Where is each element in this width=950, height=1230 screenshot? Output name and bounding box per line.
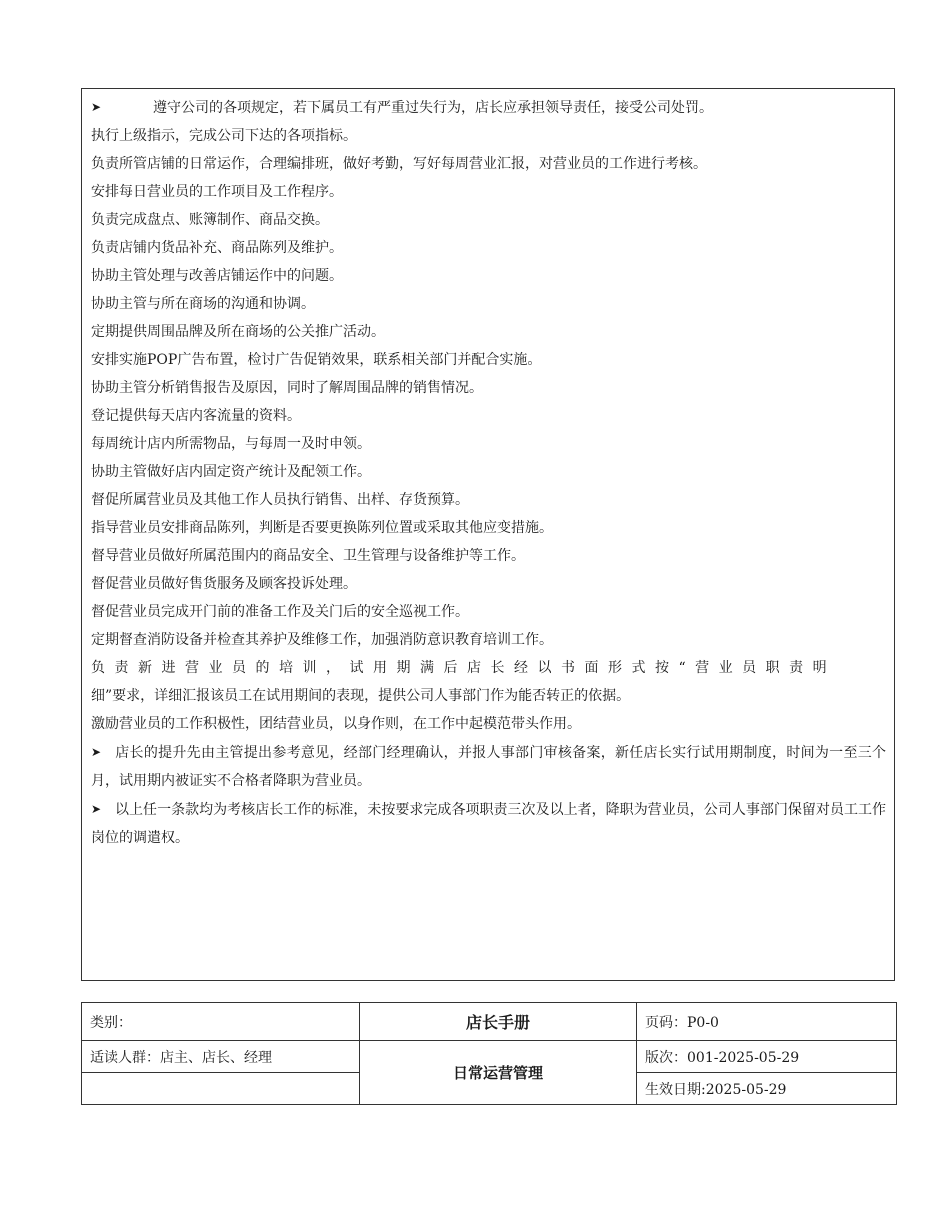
paragraph-14: 协助主管做好店内固定资产统计及配领工作。 xyxy=(91,464,371,480)
content-body xyxy=(82,89,894,852)
paragraph-23 xyxy=(91,738,886,795)
paragraph-text: 店长的提升先由主管提出参考意见，经部门经理确认，并报人事部门审核备案，新任店长实行试用期制度，时间为一至三个月，试用期内被证实不合格者降职为营业员。 xyxy=(91,745,886,789)
paragraph-9: 定期提供周围品牌及所在商场的公关推广活动。 xyxy=(91,324,385,340)
arrow-bullet-icon: ➤ xyxy=(91,745,102,759)
audience-cell: 适读人群：店主、店长、经理 xyxy=(82,1041,360,1073)
category-cell: 类别： xyxy=(82,1003,360,1041)
paragraph-13: 每周统计店内所需物品，与每周一及时申领。 xyxy=(91,436,371,452)
arrow-bullet-icon: ➤ xyxy=(91,100,102,114)
paragraph-6: 负责店铺内货品补充、商品陈列及维护。 xyxy=(91,240,343,256)
page-code: 页码：P0-0 xyxy=(637,1003,897,1041)
paragraph-3: 负责所管店铺的日常运作，合理编排班，做好考勤，写好每周营业汇报，对营业员的工作进行考核。 xyxy=(91,156,707,172)
section-title: 日常运营管理 xyxy=(360,1041,637,1105)
paragraph-5: 负责完成盘点、账簿制作、商品交换。 xyxy=(91,212,329,228)
paragraph-19: 督促营业员完成开门前的准备工作及关门后的安全巡视工作。 xyxy=(91,604,469,620)
document-footer-table xyxy=(81,1002,897,1105)
paragraph-12: 登记提供每天店内客流量的资料。 xyxy=(91,408,301,424)
effective-date-cell: 生效日期:2025-05-29 xyxy=(637,1073,897,1105)
paragraph-1 xyxy=(91,93,886,122)
manual-title: 店长手册 xyxy=(360,1003,637,1041)
paragraph-16: 指导营业员安排商品陈列，判断是否要更换陈列位置或采取其他应变措施。 xyxy=(91,520,553,536)
paragraph-8: 协助主管与所在商场的沟通和协调。 xyxy=(91,296,315,312)
paragraph-18: 督促营业员做好售货服务及顾客投诉处理。 xyxy=(91,576,357,592)
paragraph-7: 协助主管处理与改善店铺运作中的问题。 xyxy=(91,268,343,284)
content-box xyxy=(81,88,895,981)
paragraph-text: 遵守公司的各项规定，若下属员工有严重过失行为，店长应承担领导责任，接受公司处罚。 xyxy=(153,100,713,116)
paragraph-15: 督促所属营业员及其他工作人员执行销售、出样、存货预算。 xyxy=(91,492,469,508)
empty-cell xyxy=(82,1073,360,1105)
arrow-bullet-icon: ➤ xyxy=(91,802,102,816)
paragraph-4: 安排每日营业员的工作项目及工作程序。 xyxy=(91,184,343,200)
version-cell: 版次：001-2025-05-29 xyxy=(637,1041,897,1073)
paragraph-21-line-2: 细”要求，详细汇报该员工在试用期间的表现，提供公司人事部门作为能否转正的依据。 xyxy=(91,688,631,704)
paragraph-text: 以上任一条款均为考核店长工作的标准，未按要求完成各项职责三次及以上者，降职为营业员，公司人事部门保留对员工工作岗位的调遣权。 xyxy=(91,802,886,846)
paragraph-21 xyxy=(91,654,886,710)
paragraph-17: 督导营业员做好所属范围内的商品安全、卫生管理与设备维护等工作。 xyxy=(91,548,525,564)
paragraph-11: 协助主管分析销售报告及原因，同时了解周围品牌的销售情况。 xyxy=(91,380,483,396)
paragraph-10: 安排实施POP广告布置，检讨广告促销效果，联系相关部门并配合实施。 xyxy=(91,352,542,368)
paragraph-24 xyxy=(91,795,886,852)
paragraph-21-line-1: 负责新进营业员的培训，试用期满后店长经以书面形式按“营业员职责明 xyxy=(91,660,837,676)
paragraph-2: 执行上级指示，完成公司下达的各项指标。 xyxy=(91,128,357,144)
paragraph-22: 激励营业员的工作积极性，团结营业员，以身作则，在工作中起模范带头作用。 xyxy=(91,716,581,732)
paragraph-20: 定期督查消防设备并检查其养护及维修工作，加强消防意识教育培训工作。 xyxy=(91,632,553,648)
